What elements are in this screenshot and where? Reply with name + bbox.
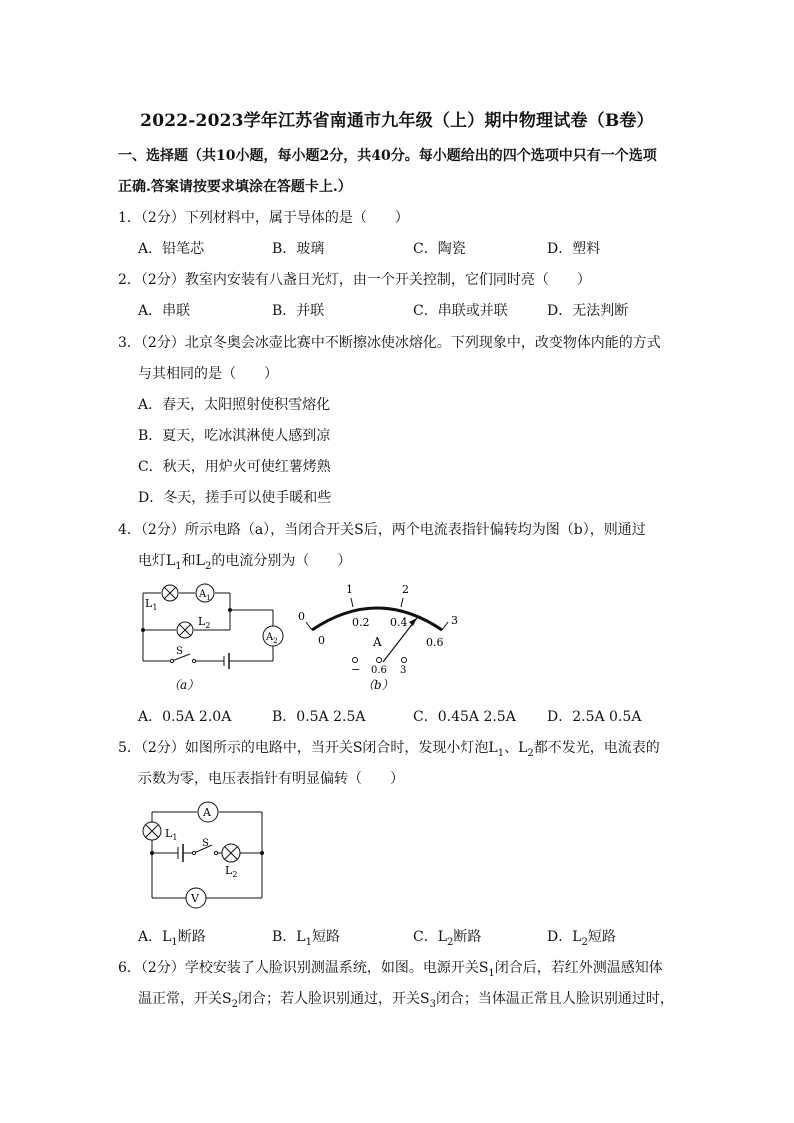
- q3-option-a: A．春天，太阳照射使积雪熔化: [138, 397, 331, 413]
- q3-option-d: D．冬天，搓手可以使手暖和些: [138, 490, 332, 506]
- q1-option-b: B．玻璃: [272, 241, 325, 257]
- q3-option-b: B．夏天，吃冰淇淋使人感到凉: [138, 428, 331, 444]
- q4-option-d: D．2.5A 0.5A: [547, 709, 642, 725]
- fig-a-A1-label: $A_1$: [199, 589, 211, 602]
- fig-a-L2-label: $L_2$: [198, 615, 211, 630]
- q5-L1-label: $L_1$: [165, 827, 178, 842]
- question-6-stem-line2: 温正常，开关$S_2$闭合；若人脸识别通过，开关$S_3$闭合；当体温正常且人脸识别通过时，: [138, 991, 674, 1010]
- question-4-stem-line1: 4．（2分）所示电路（a），当闭合开关S后，两个电流表指针偏转均为图（b），则通过: [118, 522, 646, 538]
- fig-a-switch-label: S: [176, 646, 183, 657]
- q2-option-c: C．串联或并联: [413, 303, 508, 319]
- q5-option-c: C．$L_2$断路: [413, 929, 482, 948]
- dial-inner-tick-0.4: 0.4: [390, 616, 408, 629]
- dial-outer-tick-1: 1: [346, 583, 353, 596]
- q1-option-d: D．塑料: [547, 241, 601, 257]
- dial-inner-tick-0.2: 0.2: [352, 616, 370, 629]
- circuit-figure-q5: [138, 800, 268, 912]
- terminal-minus: −: [351, 663, 361, 676]
- dial-inner-tick-0.6: 0.6: [426, 636, 444, 649]
- dial-inner-tick-0: 0: [318, 634, 325, 647]
- q5-ammeter-label: A: [203, 806, 211, 819]
- section-heading-line2: 正确.答案请按要求填涂在答题卡上.）: [118, 179, 352, 195]
- question-2-stem: 2．（2分）教室内安装有八盏日光灯，由一个开关控制，它们同时亮（ ）: [118, 272, 591, 288]
- q5-voltmeter-label: V: [191, 892, 199, 905]
- question-4-stem-line2: 电灯$L_1$和$L_2$的电流分别为（ ）: [138, 553, 352, 572]
- q5-L2-label: $L_2$: [225, 864, 238, 879]
- q5-option-a: A．$L_1$断路: [138, 929, 206, 948]
- q1-option-a: A．铅笔芯: [138, 241, 205, 257]
- q3-option-c: C．秋天，用炉火可使红薯烤熟: [138, 459, 331, 475]
- circuit-figure-a: [128, 578, 298, 694]
- q4-option-b: B．0.5A 2.5A: [272, 709, 366, 725]
- fig-a-L1-label: $L_1$: [145, 597, 158, 612]
- fig-a-A2-label: $A_2$: [266, 632, 278, 645]
- q5-switch-label: S: [202, 838, 209, 849]
- dial-unit-label: A: [373, 635, 382, 649]
- q2-option-b: B．并联: [272, 303, 325, 319]
- page-title: 2022-2023学年江苏省南通市九年级（上）期中物理试卷（B卷）: [140, 111, 654, 131]
- fig-a-caption: （a）: [168, 678, 200, 692]
- question-3-stem-line1: 3．（2分）北京冬奥会冰壶比赛中不断擦冰使冰熔化。下列现象中，改变物体内能的方式: [118, 335, 661, 351]
- q5-option-b: B．$L_1$短路: [272, 929, 340, 948]
- question-6-stem-line1: 6．（2分）学校安装了人脸识别测温系统，如图。电源开关$S_1$闭合后，若红外测温感知体: [118, 960, 663, 979]
- terminal-3: 3: [400, 665, 407, 676]
- q2-option-a: A．串联: [138, 303, 191, 319]
- dial-outer-tick-3: 3: [451, 614, 458, 627]
- question-5-stem-line2: 示数为零，电压表指针有明显偏转（ ）: [138, 771, 404, 787]
- ammeter-figure-b: [292, 578, 464, 694]
- q2-option-d: D．无法判断: [547, 303, 629, 319]
- question-3-stem-line2: 与其相同的是（ ）: [138, 366, 278, 382]
- section-heading-line1: 一、选择题（共10小题，每小题2分，共40分。每小题给出的四个选项中只有一个选项: [118, 148, 657, 164]
- question-1-stem: 1．（2分）下列材料中，属于导体的是（ ）: [118, 210, 409, 226]
- dial-outer-tick-0: 0: [298, 610, 305, 623]
- terminal-0.6: 0.6: [371, 665, 387, 676]
- dial-outer-tick-2: 2: [402, 583, 409, 596]
- fig-b-caption: （b）: [362, 678, 394, 692]
- q1-option-c: C．陶瓷: [413, 241, 466, 257]
- q4-option-c: C．0.45A 2.5A: [413, 709, 516, 725]
- q4-option-a: A．0.5A 2.0A: [138, 709, 232, 725]
- q5-option-d: D．$L_2$短路: [547, 929, 616, 948]
- question-5-stem-line1: 5．（2分）如图所示的电路中，当开关S闭合时，发现小灯泡$L_1$、$L_2$都不发光，电流表的: [118, 740, 660, 759]
